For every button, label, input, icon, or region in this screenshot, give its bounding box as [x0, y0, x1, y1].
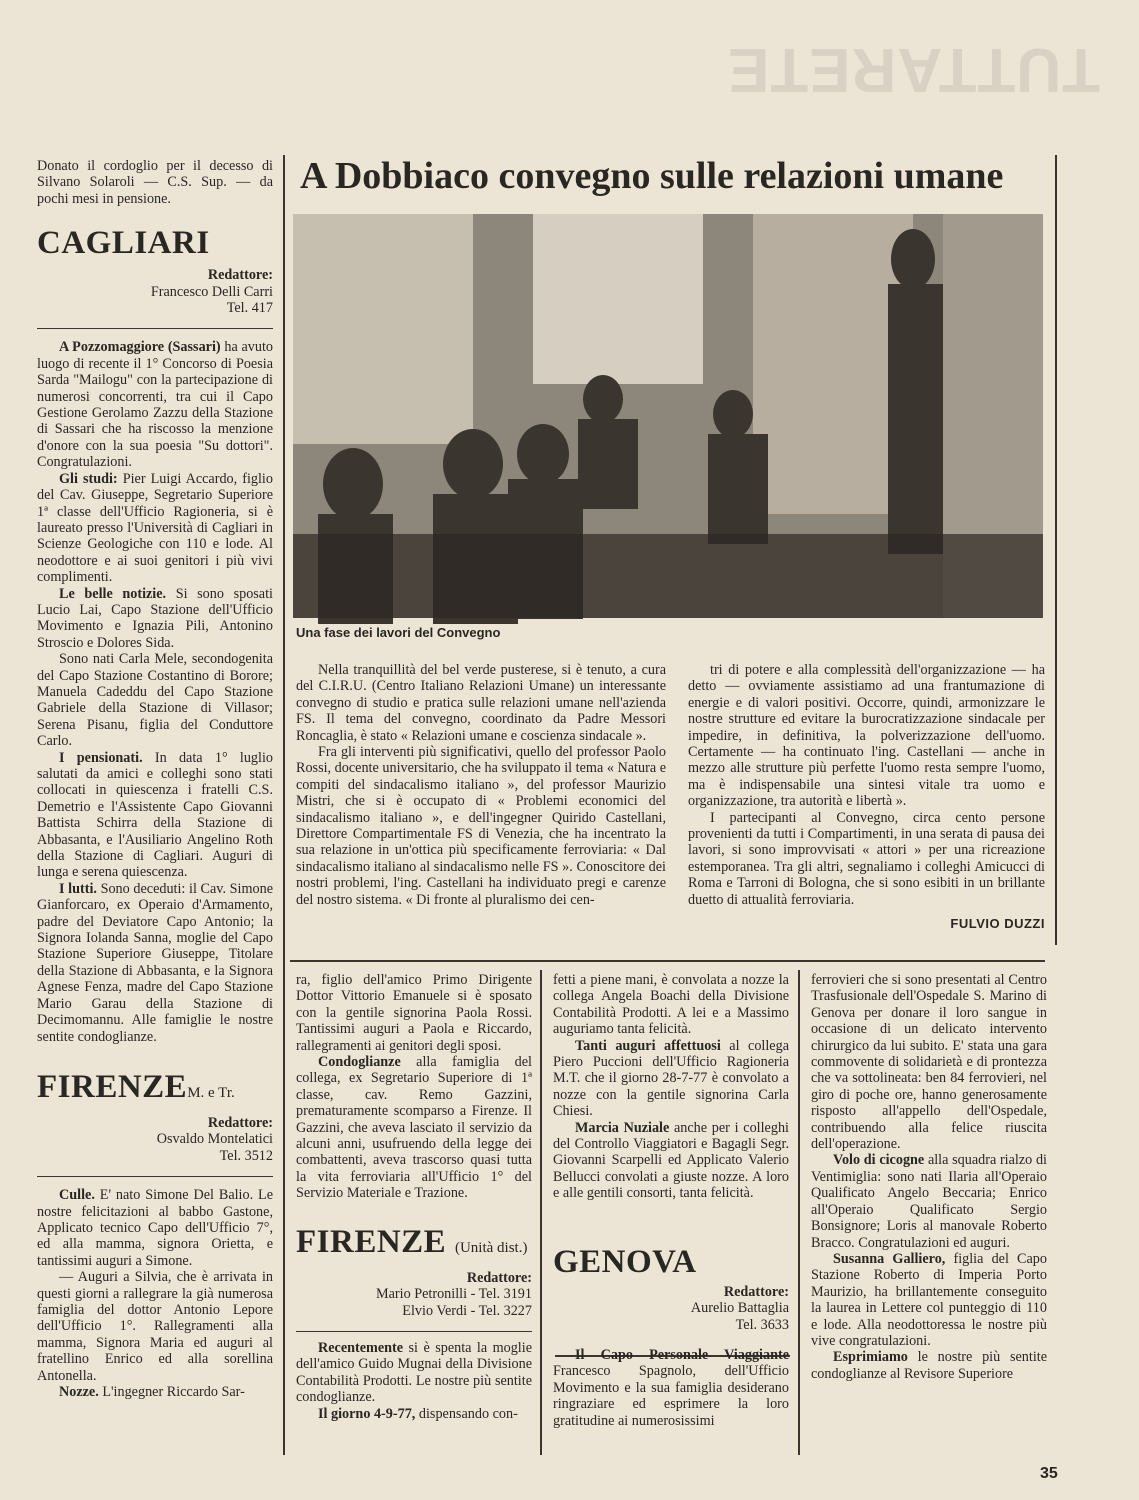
paragraph-text: Sono nati Carla Mele, secondogenita del Capo Stazione Costantino di Borore; Manuela Cadeddu del Capo Stazione Gabriele della Stazione di Villasor; Serena Pisanu, figlia del Conduttore Carlo. — [37, 651, 273, 750]
article-headline: A Dobbiaco convegno sulle relazioni umane — [300, 155, 1004, 197]
paragraph — [37, 1269, 273, 1384]
paragraph-lead: Tanti auguri affettuosi — [575, 1037, 721, 1054]
paragraph-lead: Le belle notizie. — [59, 585, 167, 602]
redattore-label: Redattore: — [207, 267, 273, 284]
section-title-firenze-unita — [296, 1224, 532, 1266]
firenze2-suffix: (Unità dist.) — [454, 1239, 528, 1256]
paragraph — [553, 1038, 789, 1120]
firenze-suffix: M. e Tr. — [187, 1084, 235, 1101]
paragraph-lead: A Pozzomaggiore (Sassari) — [59, 339, 221, 356]
paragraph-text: alla squadra rialzo di Ventimiglia: sono nati Ilaria all'Operaio Qualificato Angelo Beccaria; Enrico all'Operaio Qualificato Sergio Bonsignore; Loris al manovale Roberto Bracco. Congratulazioni ed auguri. — [811, 1152, 1047, 1251]
paragraph-text: al collega Piero Puccioni dell'Ufficio Ragioneria M.T. che il giorno 28-7-77 è convolato a nozze con la gentile signorina Carla Chiesi. — [553, 1037, 789, 1120]
paragraph — [37, 586, 273, 652]
paragraph-lead: Marcia Nuziale — [575, 1119, 670, 1136]
paragraph — [296, 972, 532, 1054]
paragraph-text: si è spenta la moglie dell'amico Guido Mugnai della Divisione Contabilità Prodotti. Le nostre più sentite condoglianze. — [296, 1339, 532, 1406]
paragraph-lead: Volo di cicogne — [833, 1152, 925, 1169]
photo-caption: Una fase dei lavori del Convegno — [296, 625, 501, 640]
paragraph — [811, 1251, 1047, 1349]
paragraph-text: ferrovieri che si sono presentati al Centro Trasfusionale dell'Ospedale S. Marino di Genova per donare il loro sangue in occasione di un delicato intervento chirurgico da lui subito. E' stata una gara commovente di solidarietà e di prontezza che va sottolineata: ben 84 ferrovieri, nel giro di poche ore, hanno generosamente risposto all'appello dell'Ospedale, contribuendo alla felice riuscita dell'operazione. — [811, 972, 1047, 1153]
paragraph: Fra gli interventi più significativi, quello del professor Paolo Rossi, docente universitario, che ha sviluppato il tema « Natura e compiti del sindacalismo italiano », del professor Maurizio Mistri, che si è occupato di « Problemi economici del sindacalismo italiano », e dell'ingegner Quirido Castellani, Direttore Compartimentale FS di Venezia, che ha incentrato la sua relazione in un'ottica più specificamente ferroviaria: « Dal sindacalismo italiano al sindacalismo nelle FS ». Conoscitore dei nostri problemi, l'ing. Castellani ha individuato pregi e carenze del nostro sistema. « Di fronte al pluralismo dei cen- — [296, 744, 666, 908]
paragraph-lead: Culle. — [59, 1187, 95, 1204]
section-title-cagliari: CAGLIARI — [37, 225, 210, 262]
paragraph-text: L'ingegner Riccardo Sar- — [98, 1384, 245, 1400]
paragraph-lead: Recentemente — [318, 1339, 404, 1356]
paragraph-text: figlia del Capo Stazione Roberto di Imperia Porto Maurizio, ha brillantemente conseguito la laurea in Lettere col punteggio di 110 e lode. Alla neodottoressa le nostre più vive congratulazioni. — [811, 1250, 1047, 1349]
paragraph-text: dispensando con- — [415, 1405, 518, 1422]
paragraph — [37, 750, 273, 881]
column-rule — [1055, 155, 1057, 945]
redattore-tel: Tel. 3633 — [735, 1316, 789, 1333]
redattore-block — [296, 1270, 532, 1319]
redattore-name: Francesco Delli Carri — [150, 283, 273, 300]
intro-text: Donato il cordoglio per il decesso di Silvano Solaroli — C.S. Sup. — da pochi mesi in pensione. — [37, 158, 273, 207]
paragraph — [811, 1152, 1047, 1250]
paragraph-text: anche per i colleghi del Controllo Viaggiatori e Bagagli Segr. Giovanni Scarpelli ed Applicato Valerio Bellucci convolati a giuste nozze. A loro e alle gentili consorti, tanta felicità. — [553, 1119, 789, 1202]
paragraph-text: In data 1° luglio salutati da amici e colleghi sono stati collocati in quiescenza i fratelli C.S. Demetrio e l'Assistente Capo Giovanni Battista Schirra della Stazione di Abbasanta, e l'Ausiliario Angelino Roth della Stazione di Cagliari. Auguri di lunga e serena quiescenza. — [37, 749, 273, 881]
redattore-block — [37, 267, 273, 316]
redattore-block — [553, 1284, 789, 1333]
paragraph-text: Pier Luigi Accardo, figlio del Cav. Giuseppe, Segretario Superiore 1ª classe dell'Ufficio Ragioneria, si è laureato presso l'Università di Cagliari in Scienze Geologiche con 110 e lode. Al neodottore e ai suoi genitori i più vivi complimenti. — [37, 470, 273, 586]
section-title-firenze — [37, 1069, 273, 1111]
paragraph: Nella tranquillità del bel verde pusterese, si è tenuto, a cura del C.I.R.U. (Centro Italiano Relazioni Umane) un interessante convegno di studio e pratica sulle relazioni umane nell'azienda FS. Il tema del convegno, coordinato da Padre Messori Roncaglia, è stato « Relazioni umane e coscienza sindacale ». — [296, 662, 666, 744]
section-rule — [290, 960, 1045, 962]
paragraph — [37, 651, 273, 749]
paragraph — [811, 972, 1047, 1152]
redattore-line: Elvio Verdi - Tel. 3227 — [402, 1302, 532, 1319]
paragraph — [553, 1347, 789, 1429]
paragraph — [296, 1054, 532, 1202]
paragraph — [553, 972, 789, 1038]
column-rule — [540, 970, 542, 1455]
column-4 — [811, 972, 1047, 1382]
paragraph — [811, 1349, 1047, 1382]
page-number: 35 — [1040, 1465, 1058, 1482]
redattore-tel: Tel. 3512 — [219, 1147, 273, 1164]
paragraph: tri di potere e alla complessità dell'organizzazione — ha detto — ovviamente assistiamo ad una frantumazione di energie e di valori positivi. Occorre, quindi, armonizzare le nostre strutture ed evitare la burocratizzazione sindacale per impedire, in definitiva, la polverizzazione dell'uomo. Certamente — ha continuato l'ing. Castellani — anche in mezzo alle strutture più perfette l'uomo resta sempre l'uomo, ma è indispensabile una sintesi vitale tra uomo e organizzazione, tra autorità e libertà ». — [688, 662, 1045, 810]
paragraph-text: alla famiglia del collega, ex Segretario Superiore di 1ª classe, cav. Remo Gazzini, prematuramente scomparso a Firenze. Il Gazzini, che aveva lasciato il servizio da alcuni anni, usufruendo della legge dei combattenti, aveva trascorso quasi tutta la vita ferroviaria all'Ufficio 1° del Servizio Materiale e Trazione. — [296, 1054, 532, 1202]
paragraph-lead: Esprimiamo — [833, 1349, 908, 1366]
paragraph-lead: Condoglianze — [318, 1054, 401, 1071]
article-signature: FULVIO DUZZI — [950, 916, 1045, 932]
redattore-line: Mario Petronilli - Tel. 3191 — [376, 1286, 532, 1303]
article-body-left — [296, 662, 666, 908]
article-body-right — [688, 662, 1045, 933]
column-rule — [283, 155, 285, 1455]
paragraph — [37, 881, 273, 1045]
photo-illustration — [293, 214, 1043, 618]
paragraph — [37, 1187, 273, 1269]
paragraph-lead: Gli studi: — [59, 470, 118, 487]
paragraph-lead: Susanna Galliero, — [833, 1250, 946, 1267]
paragraph-lead: Il giorno 4-9-77, — [318, 1405, 416, 1422]
paragraph-text: Francesco Spagnolo, dell'Ufficio Movimento e la sua famiglia desiderano ringraziare ed esprimere la loro gratitudine ai numerosissimi — [553, 1363, 789, 1429]
paragraph-text: Si sono sposati Lucio Lai, Capo Stazione dell'Ufficio Movimento e Ignazia Pili, Antonino Stroscio e Dolores Sida. — [37, 585, 273, 651]
redattore-label: Redattore: — [466, 1269, 532, 1286]
redattore-label: Redattore: — [723, 1283, 789, 1300]
paragraph — [37, 339, 273, 470]
paragraph-text: fetti a piene mani, è convolata a nozze la collega Angela Boachi della Divisione Contabilità Prodotti. A lei e a Massimo auguriamo tanta felicità. — [553, 972, 789, 1038]
firenze2-title: FIRENZE — [296, 1223, 447, 1260]
paragraph-text: E' nato Simone Del Balio. Le nostre felicitazioni al babbo Gastone, Applicato tecnico Capo dell'Ufficio 7°, ed alla mamma, signora Orietta, e tantissimi auguri a Simone. — [37, 1187, 273, 1269]
paragraph — [553, 1120, 789, 1202]
paragraph-lead: I pensionati. — [59, 749, 143, 766]
paragraph-lead: I lutti. — [59, 880, 97, 897]
paragraph — [37, 1384, 273, 1400]
paragraph — [296, 1406, 532, 1422]
paragraph-lead: Nozze. — [59, 1384, 99, 1400]
divider — [37, 1176, 273, 1177]
redattore-tel: Tel. 417 — [226, 300, 273, 317]
redattore-name: Osvaldo Montelatici — [156, 1131, 273, 1148]
paragraph-lead: Il Capo Personale Viaggiante — [575, 1346, 789, 1363]
article-photo — [293, 214, 1043, 618]
firenze-title: FIRENZE — [37, 1068, 188, 1105]
column-rule — [798, 970, 800, 1455]
masthead-ghost: TUTTARETE — [727, 35, 1100, 104]
paragraph-text: le nostre più sentite condoglianze al Revisore Superiore — [811, 1349, 1047, 1382]
divider — [37, 328, 273, 329]
paragraph-text: Sono deceduti: il Cav. Simone Gianforcaro, ex Operaio d'Armamento, padre del Deviatore Capo Antonio; la Signora Iolanda Sanna, moglie del Capo Stazione Superiore Giuseppe, Titolare della Stazione di Abbasanta, e la Signora Agnese Fenza, madre del Capo Stazione Mario Garau della Stazione di Decimomannu. Alle famiglie le nostre sentite condoglianze. — [37, 880, 273, 1045]
divider — [296, 1331, 532, 1332]
redattore-label: Redattore: — [207, 1114, 273, 1131]
paragraph-text: — Auguri a Silvia, che è arrivata in questi giorni a rallegrare la già numerosa famiglia del dottor Antonio Lepore dell'Ufficio 1°. Rallegramenti alla mamma, Signora Maria ed auguri al fratellino Enrico ed alla sorellina Antonella. — [37, 1269, 273, 1384]
column-3 — [553, 972, 789, 1429]
paragraph — [37, 471, 273, 586]
redattore-name: Aurelio Battaglia — [690, 1300, 789, 1317]
column-1 — [37, 158, 273, 1400]
section-title-genova: GENOVA — [553, 1243, 697, 1280]
paragraph-text: ra, figlio dell'amico Primo Dirigente Dottor Vittorio Emanuele si è sposato con la gentile signorina Paola Rossi. Tantissimi auguri a Paola e Riccardo, rallegramenti ai genitori degli sposi. — [296, 972, 532, 1054]
column-2 — [296, 972, 532, 1422]
paragraph — [296, 1340, 532, 1406]
paragraph: I partecipanti al Convegno, circa cento persone provenienti da tutti i Compartimenti, in una serata di pausa dei lavori, si sono improvvisati « attori » per una ricreazione estemporanea. Tra gli altri, segnaliamo i colleghi Amicucci di Roma e Tarroni di Bologna, che si sono esibiti in un brillante duetto di attualità ferroviaria. — [688, 809, 1045, 908]
paragraph-text: ha avuto luogo di recente il 1° Concorso di Poesia Sarda "Mailogu" con la partecipazione di numerosi concorrenti, tra cui il Capo Gestione Gerolamo Zazzu della Stazione di Sassari che ha riscosso la menzione d'onore con la sua poesia "Su dottori". Congratulazioni. — [37, 339, 273, 471]
redattore-block — [37, 1115, 273, 1164]
